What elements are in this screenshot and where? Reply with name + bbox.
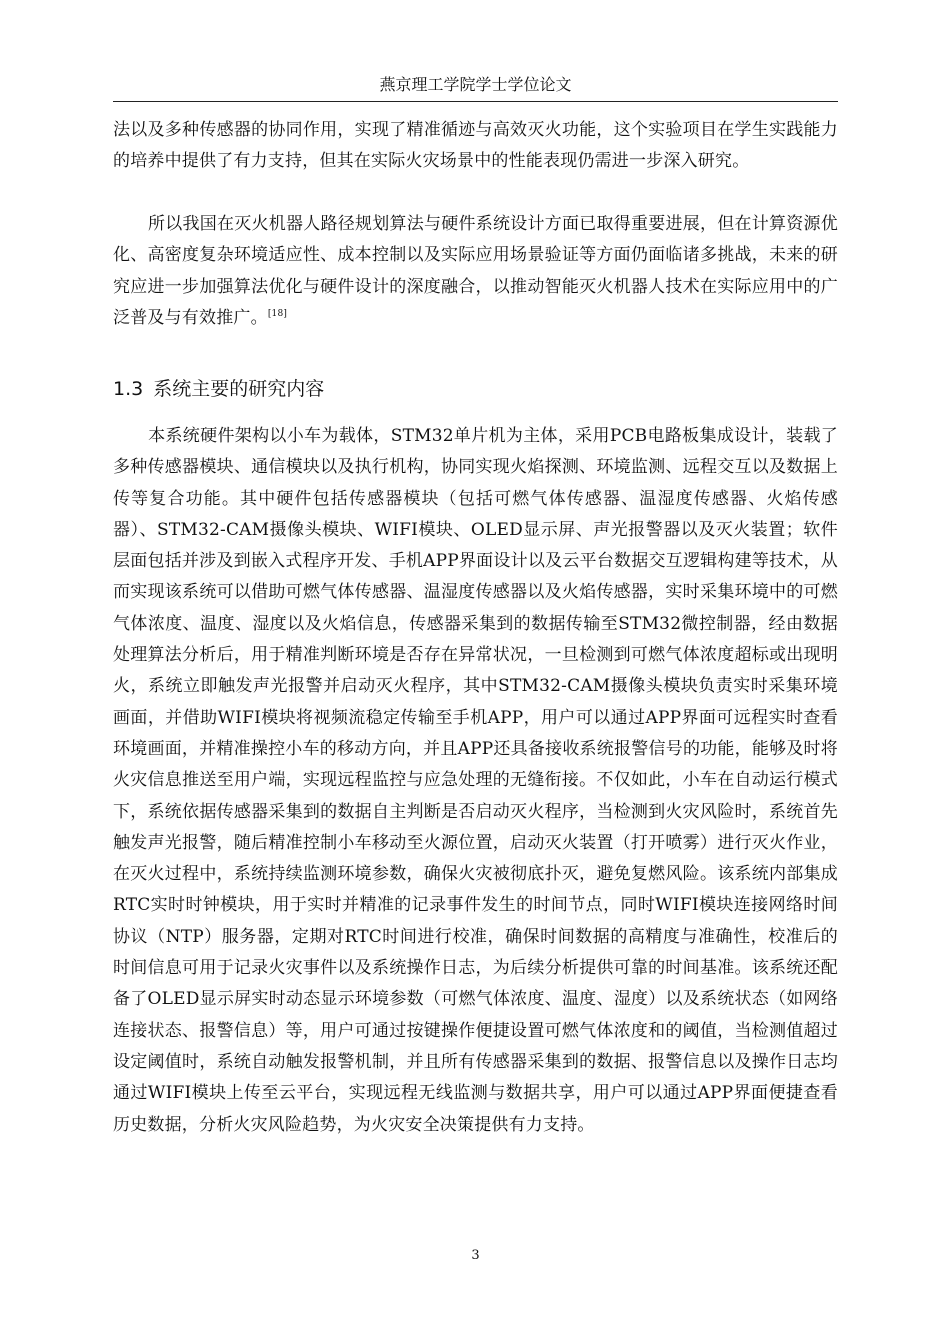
paragraph-text: 本系统硬件架构以小车为载体，STM32单片机为主体，采用PCB电路板集成设计，装载了多种传感器模块、通信模块以及执行机构，协同实现火焰探测、环境监测、远程交互以及数据上传等复合功能。其中硬件包括传感器模块（包括可燃气体传感器、温湿度传感器、火焰传感器）、STM32-CAM摄像头模块、WIFI模块、OLED显示屏、声光报警器以及灭火装置；软件层面包括并涉及到嵌入式程序开发、手机APP界面设计以及云平台数据交互逻辑构建等技术，从而实现该系统可以借助可燃气体传感器、温湿度传感器以及火焰传感器，实时采集环境中的可燃气体浓度、温度、湿度以及火焰信息，传感器采集到的数据传输至STM32微控制器，经由数据处理算法分析后，用于精准判断环境是否存在异常状况，一旦检测到可燃气体浓度超标或出现明火，系统立即触发声光报警并启动灭火程序，其中STM32-CAM摄像头模块负责实时采集环境画面，并借助WIFI模块将视频流稳定传输至手机APP，用户可以通过APP界面可远程实时查看环境画面，并精准操控小车的移动方向，并且APP还具备接收系统报警信号的功能，能够及时将火灾信息推送至用户端，实现远程监控与应急处理的无缝衔接。不仅如此，小车在自动运行模式下，系统依据传感器采集到的数据自主判断是否启动灭火程序，当检测到火灾风险时，系统首先触发声光报警，随后精准控制小车移动至火源位置，启动灭火装置（打开喷雾）进行灭火作业，在灭火过程中，系统持续监测环境参数，确保火灾被彻底扑灭，避免复燃风险。该系统内部集成RTC实时时钟模块，用于实时并精准的记录事件发生的时间节点，同时WIFI模块连接网络时间协议（NTP）服务器，定期对RTC时间进行校准，确保时间数据的高精度与准确性，校准后的时间信息可用于记录火灾事件以及系统操作日志，为后续分析提供可靠的时间基准。该系统还配备了OLED显示屏实时动态显示环境参数（可燃气体浓度、温度、湿度）以及系统状态（如网络连接状态、报警信息）等，用户可通过按键操作便捷设置可燃气体浓度和的阈值，当检测值超过设定阈值时，系统自动触发报警机制，并且所有传感器采集到的数据、报警信息以及操作日志均通过WIFI模块上传至云平台，实现远程无线监测与数据共享，用户可以通过APP界面便捷查看历史数据，分析火灾风险趋势，为火灾安全决策提供有力支持。 [113,426,838,1135]
section-title: 系统主要的研究内容 [153,378,325,400]
paragraph-system-description [113,421,838,1141]
paragraph-continued [113,115,838,178]
citation-reference[interactable]: [18] [267,308,288,319]
paragraph-text: 所以我国在灭火机器人路径规划算法与硬件系统设计方面已取得重要进展，但在计算资源优化、高密度复杂环境适应性、成本控制以及实际应用场景验证等方面仍面临诸多挑战，未来的研究应进一步加强算法优化与硬件设计的深度融合，以推动智能灭火机器人技术在实际应用中的广泛普及与有效推广。 [113,214,838,328]
paragraph-text: 法以及多种传感器的协同作用，实现了精准循迹与高效灭火功能，这个实验项目在学生实践能力的培养中提供了有力支持，但其在实际火灾场景中的性能表现仍需进一步深入研究。 [113,120,838,172]
section-heading [113,376,324,402]
header-rule [113,101,838,102]
running-header: 燕京理工学院学士学位论文 [379,75,572,94]
page-number: 3 [471,1248,480,1263]
section-number: 1.3 [113,378,144,400]
paragraph-challenges [113,209,838,334]
